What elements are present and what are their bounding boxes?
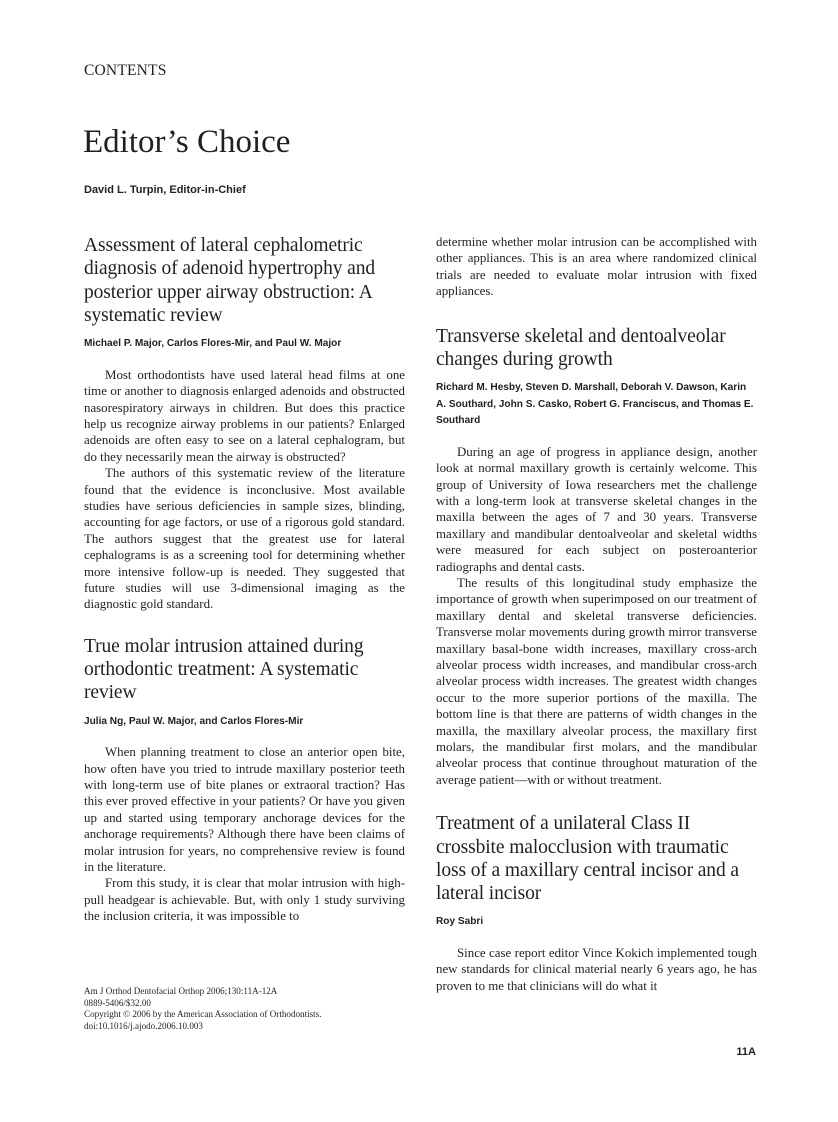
- article-title: Treatment of a unilateral Class II crossbite malocclusion with traumatic loss of a maxillary central incisor and a lateral incisor: [436, 813, 739, 905]
- article-paragraph: The results of this longitudinal study emphasize the importance of growth when superimposed on our treatment of maxillary dental and skeletal transverse deficiencies. Transverse molar movements during growth mirror transverse maxillary basal-bone width increases, maxillary cross-arch alveolar process width increases, and mandibular cross-arch alveolar process width increases. The greatest width changes occur to the more superior portions of the maxilla. The bottom line is that there are patterns of width changes in the maxilla, the maxillary alveolar process, the maxillary first molars, the mandibular first molars, and the mandibular alveolar process that continue throughout maturation of the average patient—with or without treatment.: [436, 575, 757, 787]
- article-paragraph: During an age of progress in appliance design, another look at normal maxillary growth is certainly welcome. This group of University of Iowa researchers met the challenge with a long-term look at transverse skeletal changes in the maxilla between the ages of 7 and 30 years. Transverse maxillary and mandibular dentoalveolar and skeletal widths were measured for each subject on posteroanterior radiographs and dental casts.: [436, 444, 757, 574]
- article-paragraph-continued: determine whether molar intrusion can be accomplished with other appliances. This is an area where randomized clinical trials are needed to evaluate molar intrusion with fixed appliances.: [436, 235, 757, 299]
- citation-footer: [84, 986, 414, 1032]
- article-paragraph: Since case report editor Vince Kokich implemented tough new standards for clinical material nearly 6 years ago, he has proven to me that clinicians will do what it: [436, 945, 757, 993]
- article-authors: Julia Ng, Paul W. Major, and Carlos Flores-Mir: [84, 715, 304, 727]
- section-label: CONTENTS: [84, 62, 167, 79]
- issn-price: 0889-5406/$32.00: [84, 997, 151, 1008]
- left-column: [84, 234, 405, 925]
- doi-link[interactable]: doi:10.1016/j.ajodo.2006.10.003: [84, 1020, 203, 1031]
- article-title: True molar intrusion attained during orthodontic treatment: A systematic review: [84, 635, 364, 704]
- article-molar-intrusion: [84, 635, 405, 925]
- right-column: [436, 234, 757, 994]
- page-title: Editor’s Choice: [83, 124, 291, 160]
- article-paragraph: From this study, it is clear that molar intrusion with high-pull headgear is achievable. But, with only 1 study surviving the inclusion criteria, it was impossible to: [84, 876, 405, 924]
- article-title: Transverse skeletal and dentoalveolar changes during growth: [436, 325, 726, 370]
- article-authors: Michael P. Major, Carlos Flores-Mir, and Paul W. Major: [84, 338, 342, 350]
- copyright-notice: Copyright © 2006 by the American Association of Orthodontists.: [84, 1009, 322, 1020]
- article-title: Assessment of lateral cephalometric diagnosis of adenoid hypertrophy and posterior upper airway obstruction: A systematic review: [84, 235, 376, 326]
- article-authors: Richard M. Hesby, Steven D. Marshall, Deborah V. Dawson, Karin A. Southard, John S. Casko, Robert G. Franciscus, and Thomas E. Southard: [436, 382, 754, 427]
- article-class-ii-crossbite: [436, 812, 757, 994]
- article-adenoid-review: [84, 234, 405, 613]
- article-paragraph: The authors of this systematic review of the literature found that the evidence is inconclusive. Most available studies have serious deficiencies in sample sizes, blinding, accounting for age factors, or use of a rigorous gold standard. The authors suggest that the greatest use for lateral cephalograms is as a screening tool for determining whether more intensive follow-up is needed. They suggested that future studies will use 3-dimensional imaging as the diagnostic gold standard.: [84, 466, 405, 612]
- editor-byline: David L. Turpin, Editor-in-Chief: [84, 184, 246, 196]
- page-number: 11A: [736, 1046, 756, 1058]
- article-transverse-changes: [436, 325, 757, 789]
- article-paragraph: Most orthodontists have used lateral head films at one time or another to diagnosis enlarged adenoids and obstructed nasorespiratory airways in children. But does this practice help us recognize airway problems in our patients? Enlarged adenoids are often easy to see on a lateral cephalogram, but do they necessarily mean the airway is obstructed?: [84, 367, 405, 464]
- journal-citation: Am J Orthod Dentofacial Orthop 2006;130:11A-12A: [84, 986, 278, 996]
- article-authors: Roy Sabri: [436, 916, 484, 928]
- article-paragraph: When planning treatment to close an anterior open bite, how often have you tried to intrude maxillary posterior teeth with long-term use of bite planes or extraoral traction? Has this ever proved effective in your patients? Or have you given up and started using temporary anchorage devices for the anchorage requirements? Although there have been claims of molar intrusion for years, no comprehensive review is found in the literature.: [84, 745, 405, 875]
